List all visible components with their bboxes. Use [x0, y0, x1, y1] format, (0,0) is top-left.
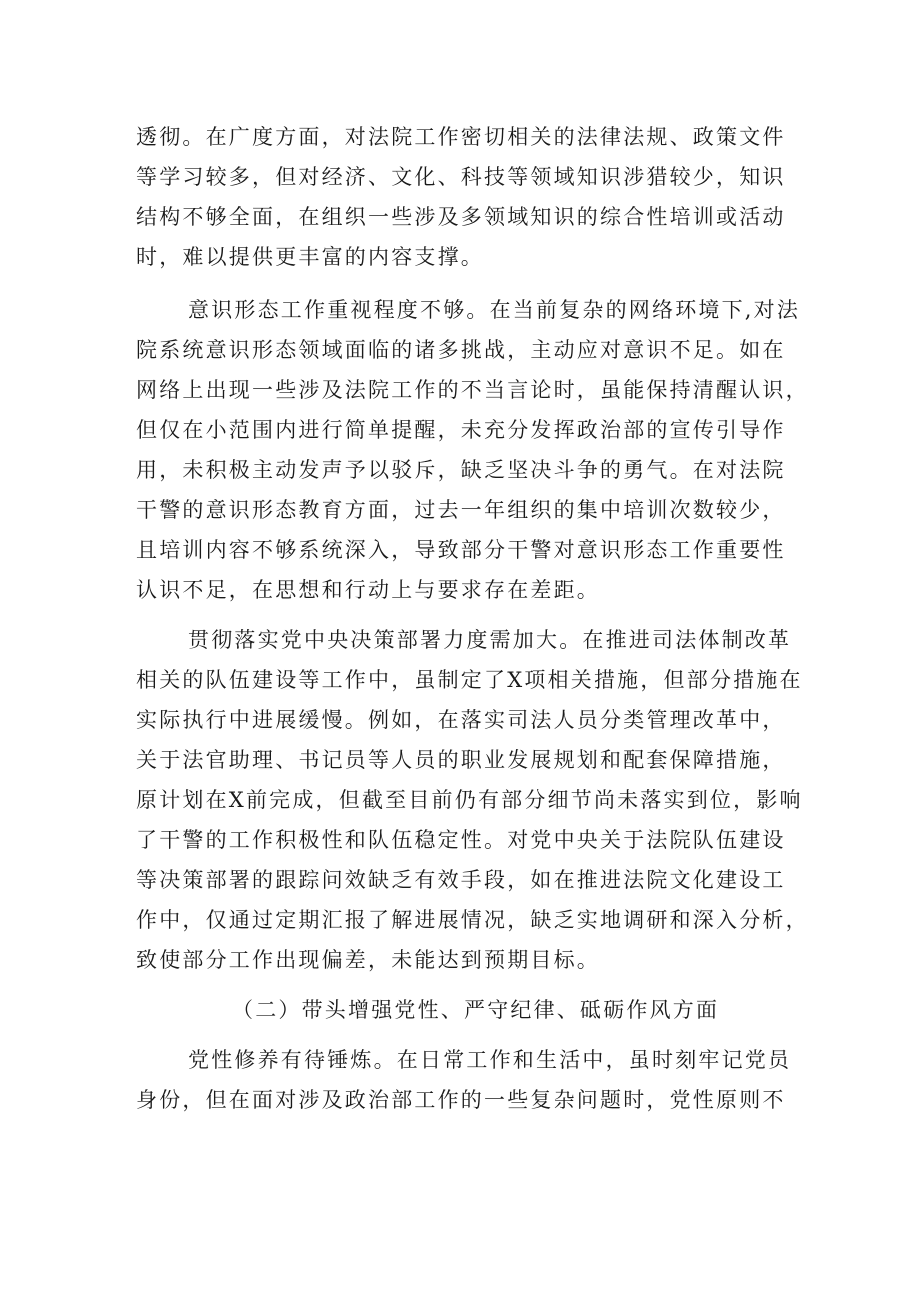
text-line: 时，难以提供更丰富的内容支撑。: [136, 245, 484, 269]
text-line: 且培训内容不够系统深入，导致部分干警对意识形态工作重要性: [136, 538, 786, 562]
paragraph-first-line: 意识形态工作重视程度不够。在当前复杂的网络环境下,对法: [188, 298, 801, 322]
text-line: 作中，仅通过定期汇报了解进展情况，缺乏实地调研和深入分析，: [136, 908, 809, 932]
text-line: 结构不够全面，在组织一些涉及多领域知识的综合性培训或活动: [136, 205, 786, 229]
paragraph-first-line: 贯彻落实党中央决策部署力度需加大。在推进司法体制改革: [188, 628, 792, 652]
text-line: 院系统意识形态领域面临的诸多挑战，主动应对意识不足。如在: [136, 338, 786, 362]
text-line: 干警的意识形态教育方面，过去一年组织的集中培训次数较少，: [136, 498, 786, 522]
text-line: 了干警的工作积极性和队伍稳定性。对党中央关于法院队伍建设: [136, 828, 786, 852]
text-line: 等决策部署的跟踪问效缺乏有效手段，如在推进法院文化建设工: [136, 868, 786, 892]
text-line: 实际执行中进展缓慢。例如，在落实司法人员分类管理改革中，: [136, 708, 786, 732]
text-line: 相关的队伍建设等工作中，虽制定了X项相关措施，但部分措施在: [136, 668, 803, 692]
text-line: 等学习较多，但对经济、文化、科技等领域知识涉猎较少，知识: [136, 165, 786, 189]
text-line: 网络上出现一些涉及法院工作的不当言论时，虽能保持清醒认识，: [136, 378, 809, 402]
paragraph-first-line: 党性修养有待锤炼。在日常工作和生活中，虽时刻牢记党员: [188, 1048, 792, 1072]
text-line: 关于法官助理、书记员等人员的职业发展规划和配套保障措施，: [136, 748, 786, 772]
text-line: 身份，但在面对涉及政治部工作的一些复杂问题时，党性原则不: [136, 1088, 786, 1112]
text-line: 原计划在X前完成，但截至目前仍有部分细节尚未落实到位，影响: [136, 788, 803, 812]
text-line: 认识不足，在思想和行动上与要求存在差距。: [136, 578, 600, 602]
text-line: 用，未积极主动发声予以驳斥，缺乏坚决斗争的勇气。在对法院: [136, 458, 786, 482]
text-line: 但仅在小范围内进行简单提醒，未充分发挥政治部的宣传引导作: [136, 418, 786, 442]
text-line: 致使部分工作出现偏差，未能达到预期目标。: [136, 948, 600, 972]
section-heading: （二）带头增强党性、严守纪律、砥砺作风方面: [232, 998, 720, 1022]
text-line: 透彻。在广度方面，对法院工作密切相关的法律法规、政策文件: [136, 125, 786, 149]
